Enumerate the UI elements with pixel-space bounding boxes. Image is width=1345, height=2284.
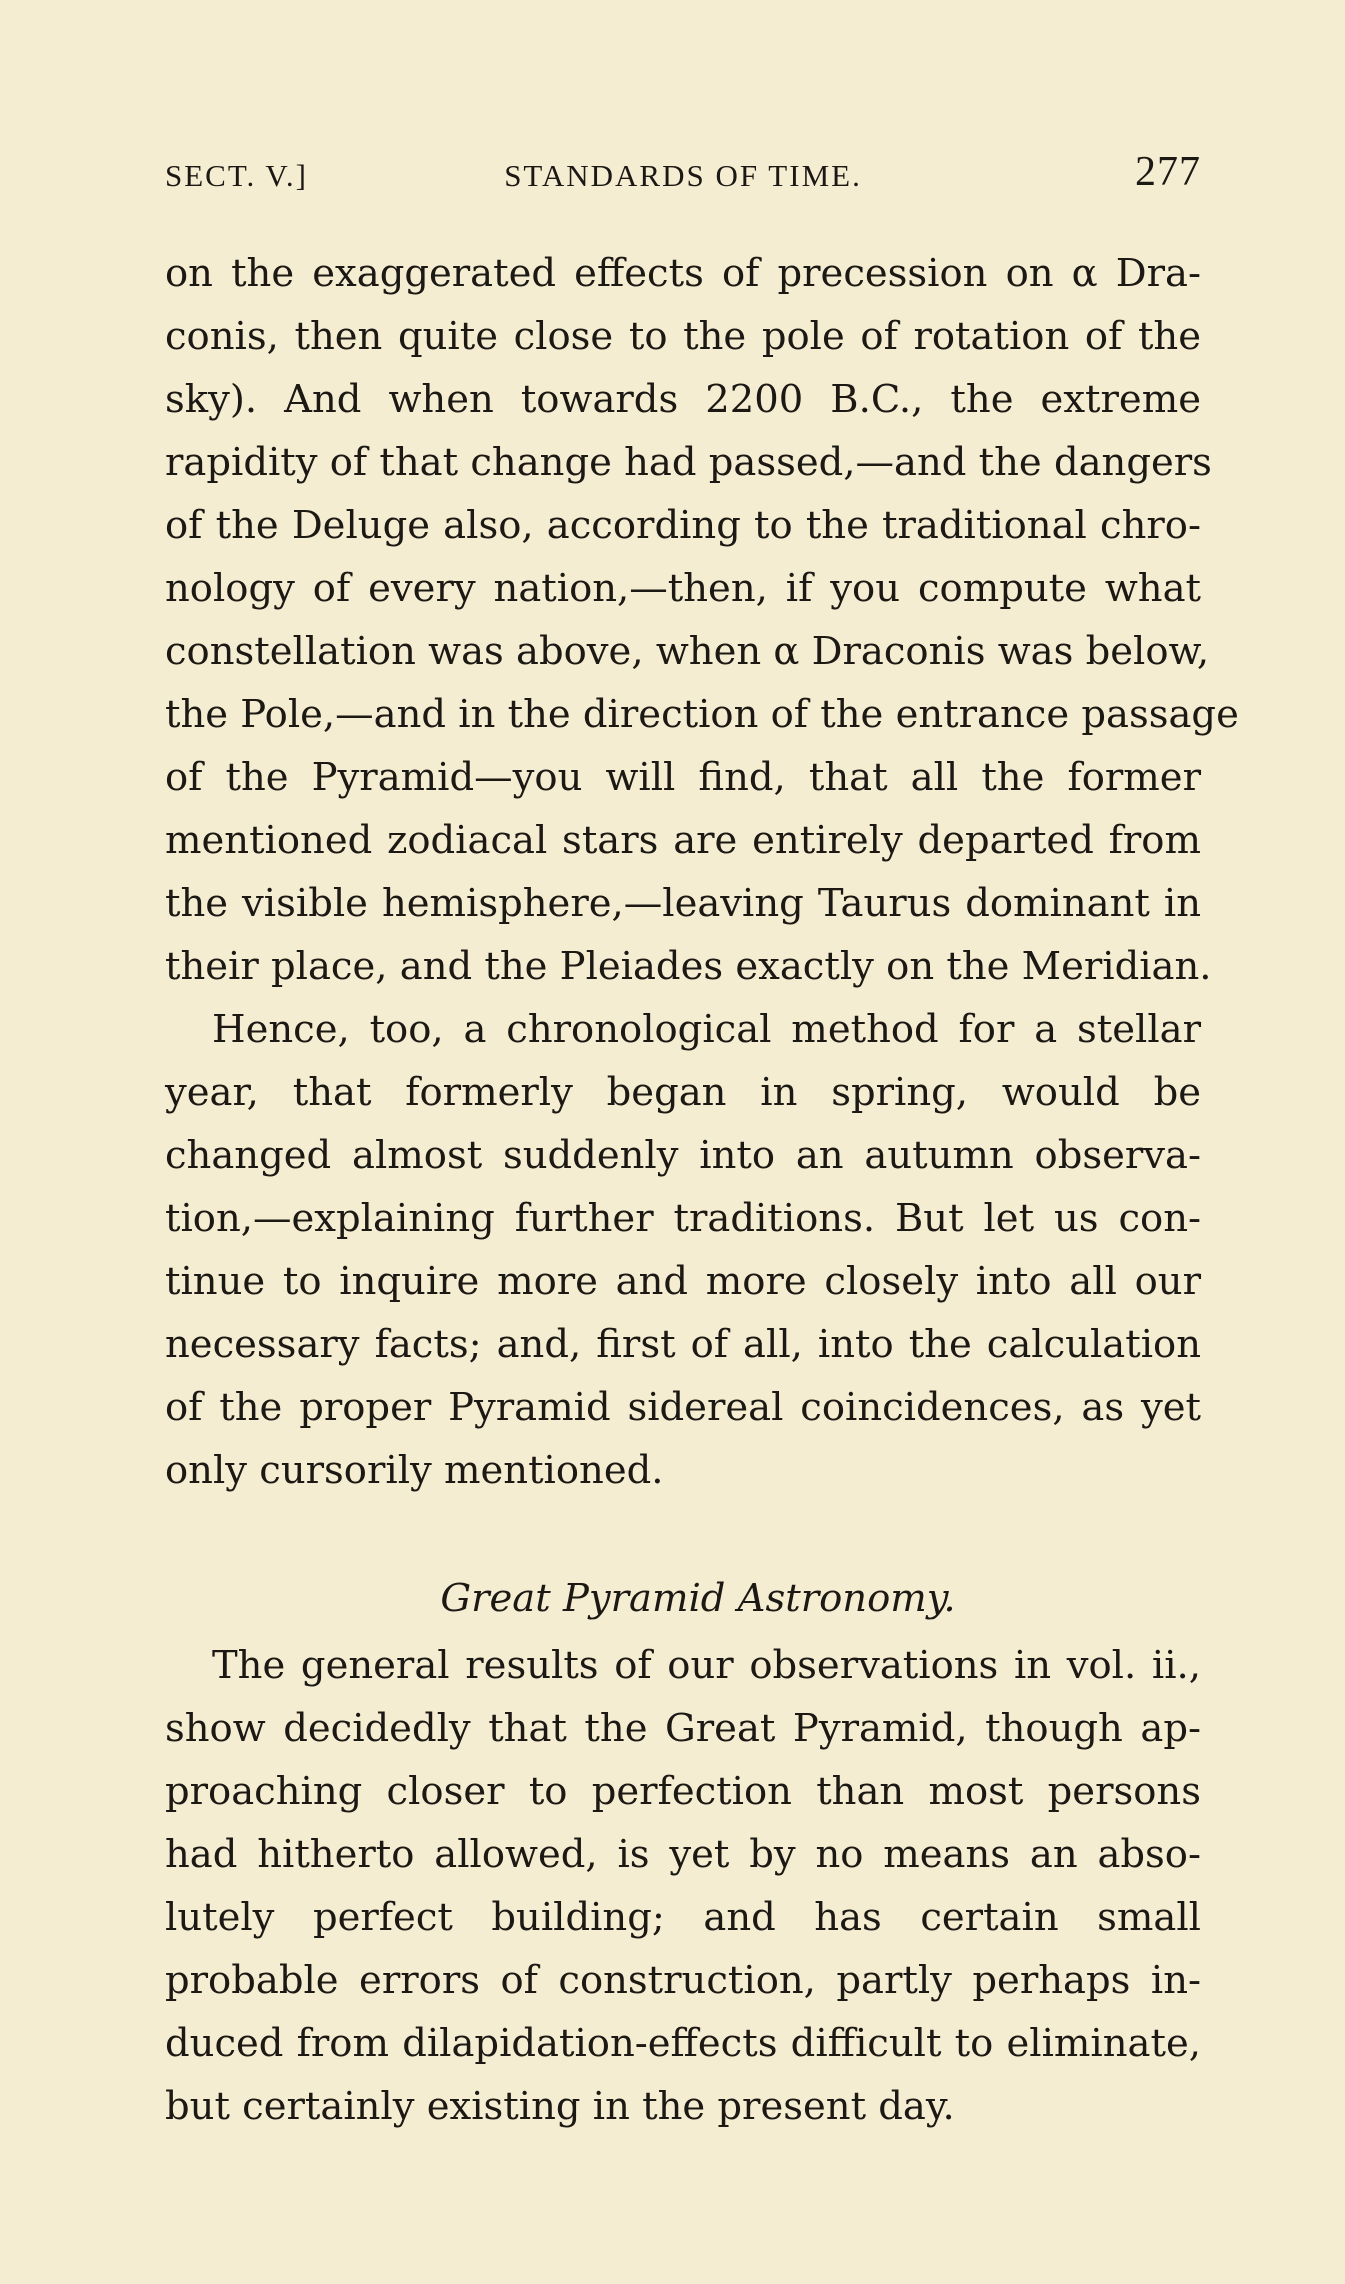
spacer	[165, 1502, 1201, 1567]
text-line: year, that formerly began in spring, would be	[165, 1070, 1201, 1115]
paragraph-chronological	[165, 998, 1201, 1502]
text-line: the visible hemisphere,—leaving Taurus dominant in	[165, 881, 1201, 926]
text-line: on the exaggerated effects of precession on α Dra-	[165, 251, 1201, 296]
text-line: rapidity of that change had passed,—and the dangers	[165, 440, 1212, 485]
section-label: SECT. V.]	[165, 158, 308, 193]
running-header	[165, 148, 1201, 198]
text-line: conis, then quite close to the pole of rotation of the	[165, 314, 1201, 359]
text-line: sky). And when towards 2200 B.C., the extreme	[165, 377, 1201, 422]
text-line: of the proper Pyramid sidereal coincidences, as yet	[165, 1385, 1201, 1430]
section-heading: Great Pyramid Astronomy.	[440, 1576, 956, 1621]
text-line: of the Deluge also, according to the traditional chro-	[165, 503, 1201, 548]
text-line: show decidedly that the Great Pyramid, though ap-	[165, 1706, 1201, 1751]
text-line: nology of every nation,—then, if you compute what	[165, 566, 1201, 611]
text-line: tion,—explaining further traditions. But let us con-	[165, 1196, 1201, 1241]
text-line: probable errors of construction, partly perhaps in-	[165, 1958, 1201, 2003]
page-number: 277	[1135, 149, 1201, 195]
text-line: mentioned zodiacal stars are entirely departed from	[165, 818, 1201, 863]
text-line: duced from dilapidation-effects difficult to eliminate,	[165, 2021, 1201, 2066]
text-line: The general results of our observations in vol. ii.,	[212, 1643, 1201, 1688]
text-line: had hitherto allowed, is yet by no means an abso-	[165, 1832, 1201, 1877]
running-title: STANDARDS OF TIME.	[504, 158, 862, 193]
text-line: lutely perfect building; and has certain small	[165, 1895, 1201, 1940]
text-line: of the Pyramid—you will find, that all the former	[165, 755, 1201, 800]
text-line: their place, and the Pleiades exactly on the Meridian.	[165, 944, 1212, 989]
text-line: tinue to inquire more and more closely into all our	[165, 1259, 1201, 1304]
text-line: the Pole,—and in the direction of the entrance passage	[165, 692, 1239, 737]
page-body	[165, 242, 1239, 2138]
paragraph-results	[165, 1634, 1201, 2138]
text-line: Hence, too, a chronological method for a stellar	[212, 1007, 1201, 1052]
text-line: constellation was above, when α Draconis was below,	[165, 629, 1210, 674]
text-line: but certainly existing in the present day.	[165, 2084, 955, 2129]
text-line: necessary facts; and, first of all, into the calculation	[165, 1322, 1201, 1367]
text-line: only cursorily mentioned.	[165, 1448, 664, 1493]
text-line: proaching closer to perfection than most persons	[165, 1769, 1201, 1814]
text-line: changed almost suddenly into an autumn observa-	[165, 1133, 1201, 1178]
paragraph-precession	[165, 242, 1239, 998]
